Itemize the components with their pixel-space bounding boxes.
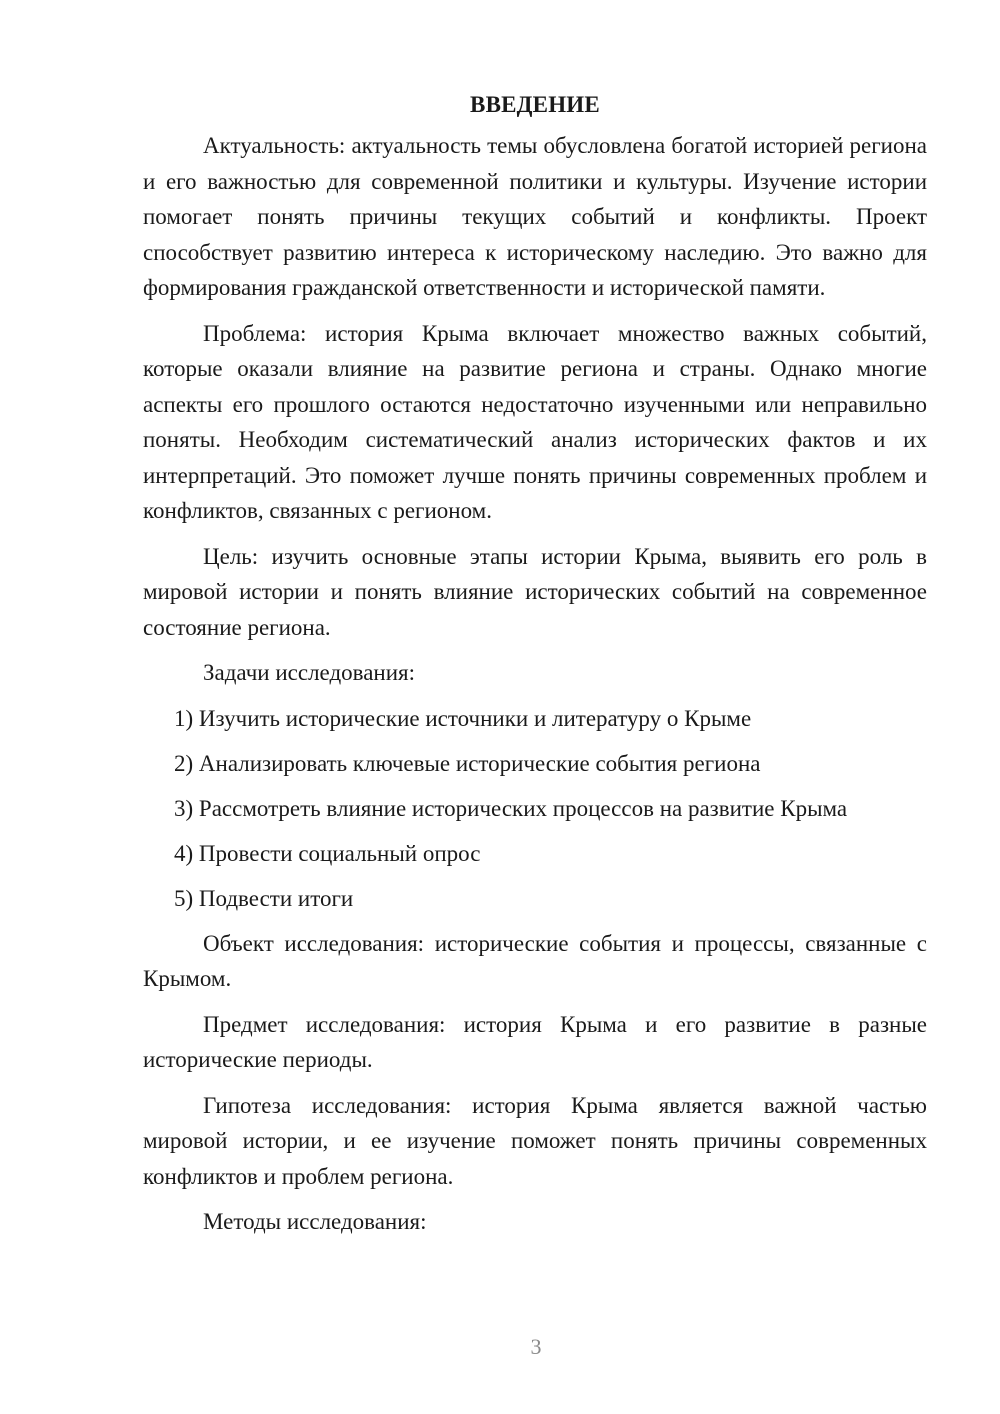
methods-heading: Методы исследования: <box>203 1209 427 1234</box>
object-paragraph: Объект исследования: исторические события и процессы, связанные с Крымом. <box>143 930 927 991</box>
list-item: 3) Рассмотреть влияние исторических процессов на развитие Крыма <box>174 795 848 821</box>
goal-paragraph: Цель: изучить основные этапы истории Крыма, выявить его роль в мировой истории и понять влияние исторических событий на современное состояние региона. <box>143 543 927 640</box>
list-item: 2) Анализировать ключевые исторические события региона <box>174 750 761 776</box>
hypothesis-paragraph: Гипотеза исследования: история Крыма является важной частью мировой истории, и ее изучение поможет понять причины современных конфликтов и проблем региона. <box>143 1092 927 1189</box>
relevance-paragraph: Актуальность: актуальность темы обусловлена богатой историей региона и его важностью для современной политики и культуры. Изучение истории помогает понять причины текущих событий и конфликты. Проект способствует развитию интереса к историческому наследию. Это важно для формирования гражданской ответственности и исторической памяти. <box>143 133 927 300</box>
tasks-heading: Задачи исследования: <box>203 660 416 685</box>
problem-paragraph: Проблема: история Крыма включает множество важных событий, которые оказали влияние на развитие региона и страны. Однако многие аспекты его прошлого остаются недостаточно изученными или неправильно поняты. Необходим систематический анализ исторических фактов и их интерпретаций. Это поможет лучше понять причины современных проблем и конфликтов, связанных с регионом. <box>143 320 927 523</box>
list-item: 5) Подвести итоги <box>174 885 354 911</box>
page-number: 3 <box>530 1334 542 1359</box>
list-item: 1) Изучить исторические источники и литературу о Крыме <box>174 705 752 731</box>
section-heading: ВВЕДЕНИЕ <box>470 92 600 117</box>
list-item: 4) Провести социальный опрос <box>174 840 481 866</box>
subject-paragraph: Предмет исследования: история Крыма и его развитие в разные исторические периоды. <box>143 1011 927 1072</box>
tasks-list <box>143 701 927 917</box>
document-page <box>143 90 927 1250</box>
